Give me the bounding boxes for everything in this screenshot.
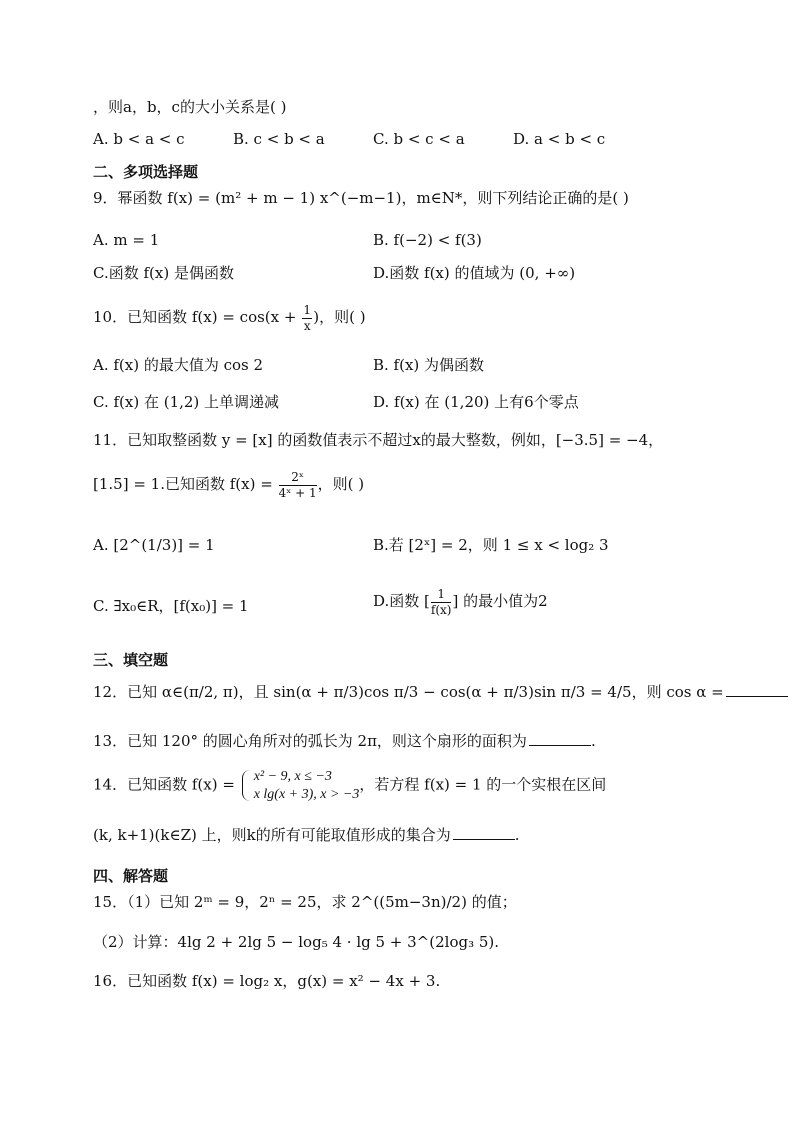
q11-option-d-numerator: 1 bbox=[437, 587, 445, 601]
q12-stem bbox=[93, 683, 788, 701]
q13-text: 13．已知 120° 的圆心角所对的弧长为 2π，则这个扇形的面积为 bbox=[93, 732, 527, 750]
q11-option-a: A. [2^(1/3)] = 1 bbox=[93, 536, 215, 554]
q9-option-a: A. m = 1 bbox=[93, 231, 160, 249]
q11-stem-line-2 bbox=[93, 471, 364, 499]
section-title-fill-in: 三、填空题 bbox=[93, 651, 169, 669]
q14-line-2: (k, k+1)(k∈Z) 上，则k的所有可能取值形成的集合为 bbox=[93, 826, 451, 844]
q11-stem-line-1: 11．已知取整函数 y = [x] 的函数值表示不超过x的最大整数，例如，[−3.5] = −4， bbox=[93, 431, 664, 449]
q15-part-1: 15．（1）已知 2ᵐ = 9，2ⁿ = 25，求 2^((5m−3n)/2) 的值； bbox=[93, 893, 517, 911]
q10-stem bbox=[93, 304, 366, 332]
q8-option-c: C. b < c < a bbox=[373, 130, 465, 148]
q13-stem: 13．已知 120° 的圆心角所对的弧长为 2π，则这个扇形的面积为 . bbox=[93, 732, 596, 750]
q8-option-a: A. b < a < c bbox=[93, 130, 185, 148]
q11-option-d-prefix: D.函数 [ bbox=[373, 592, 430, 611]
q11-option-d-fraction bbox=[431, 588, 452, 616]
q16-stem: 16．已知函数 f(x) = log₂ x，g(x) = x² − 4x + 3. bbox=[93, 972, 441, 990]
q14-case-1: x² − 9, x ≤ −3 bbox=[253, 769, 332, 784]
q14-prefix: 14．已知函数 f(x) = bbox=[93, 775, 240, 794]
section-title-solution: 四、解答题 bbox=[93, 867, 169, 885]
q10-option-a: A. f(x) 的最大值为 cos 2 bbox=[93, 356, 264, 374]
q10-option-b: B. f(x) 为偶函数 bbox=[373, 356, 485, 374]
q9-option-b: B. f(−2) < f(3) bbox=[373, 231, 482, 249]
q8-option-b: B. c < b < a bbox=[233, 130, 325, 148]
q8-option-d: D. a < b < c bbox=[513, 130, 606, 148]
q9-option-c: C.函数 f(x) 是偶函数 bbox=[93, 264, 234, 282]
q9-stem: 9．幂函数 f(x) = (m² + m − 1) x^(−m−1)，m∈N*，则下列结论正确的是( ) bbox=[93, 189, 629, 207]
q11-option-d-denominator: f(x) bbox=[430, 602, 452, 617]
q14-answer-blank bbox=[453, 838, 515, 840]
q11-option-d-suffix: ] 的最小值为2 bbox=[452, 592, 548, 611]
q14-piecewise bbox=[240, 768, 360, 803]
q14-case-2: x lg(x + 3), x > −3 bbox=[253, 786, 360, 802]
q11-fraction-numerator: 2ˣ bbox=[291, 470, 304, 484]
q10-option-d: D. f(x) 在 (1,20) 上有6个零点 bbox=[373, 393, 579, 411]
q10-fraction-denominator: x bbox=[303, 318, 311, 333]
q10-fraction-numerator: 1 bbox=[303, 303, 312, 317]
q8-tail-stem: ，则a，b，c的大小关系是( ) bbox=[93, 98, 287, 116]
q15-part-2: （2）计算：4lg 2 + 2lg 5 − log₅ 4 · lg 5 + 3^(2log₃ 5). bbox=[93, 933, 500, 951]
q11-fraction-denominator: 4ˣ + 1 bbox=[278, 485, 317, 500]
q11-fraction bbox=[279, 471, 317, 499]
q11-option-c: C. ∃x₀∈R，[f(x₀)] = 1 bbox=[93, 597, 249, 615]
section-title-multiple-choice: 二、多项选择题 bbox=[93, 163, 199, 181]
q13-answer-blank bbox=[529, 744, 591, 746]
q11-option-d bbox=[373, 588, 548, 616]
q11-option-b: B.若 [2ˣ] = 2，则 1 ≤ x < log₂ 3 bbox=[373, 536, 609, 554]
q14-stem-line-2: (k, k+1)(k∈Z) 上，则k的所有可能取值形成的集合为 . bbox=[93, 826, 520, 844]
q14-stem bbox=[93, 768, 606, 803]
q11-line-2-suffix: ，则( ) bbox=[317, 475, 365, 494]
q10-fraction bbox=[302, 304, 312, 332]
q10-option-c: C. f(x) 在 (1,2) 上单调递减 bbox=[93, 393, 280, 411]
q10-stem-prefix: 10．已知函数 f(x) = cos(x + bbox=[93, 308, 302, 327]
q10-stem-suffix: )，则( ) bbox=[313, 308, 366, 327]
q11-line-2-prefix: [1.5] = 1.已知函数 f(x) = bbox=[93, 475, 278, 494]
q12-text: 12．已知 α∈(π/2, π)，且 sin(α + π/3)cos π/3 − cos(α + π/3)sin π/3 = 4/5，则 cos α = bbox=[93, 683, 724, 701]
q12-answer-blank bbox=[726, 695, 788, 697]
q9-option-d: D.函数 f(x) 的值域为 (0, +∞) bbox=[373, 264, 576, 282]
q14-suffix: ，若方程 f(x) = 1 的一个实根在区间 bbox=[359, 775, 607, 794]
